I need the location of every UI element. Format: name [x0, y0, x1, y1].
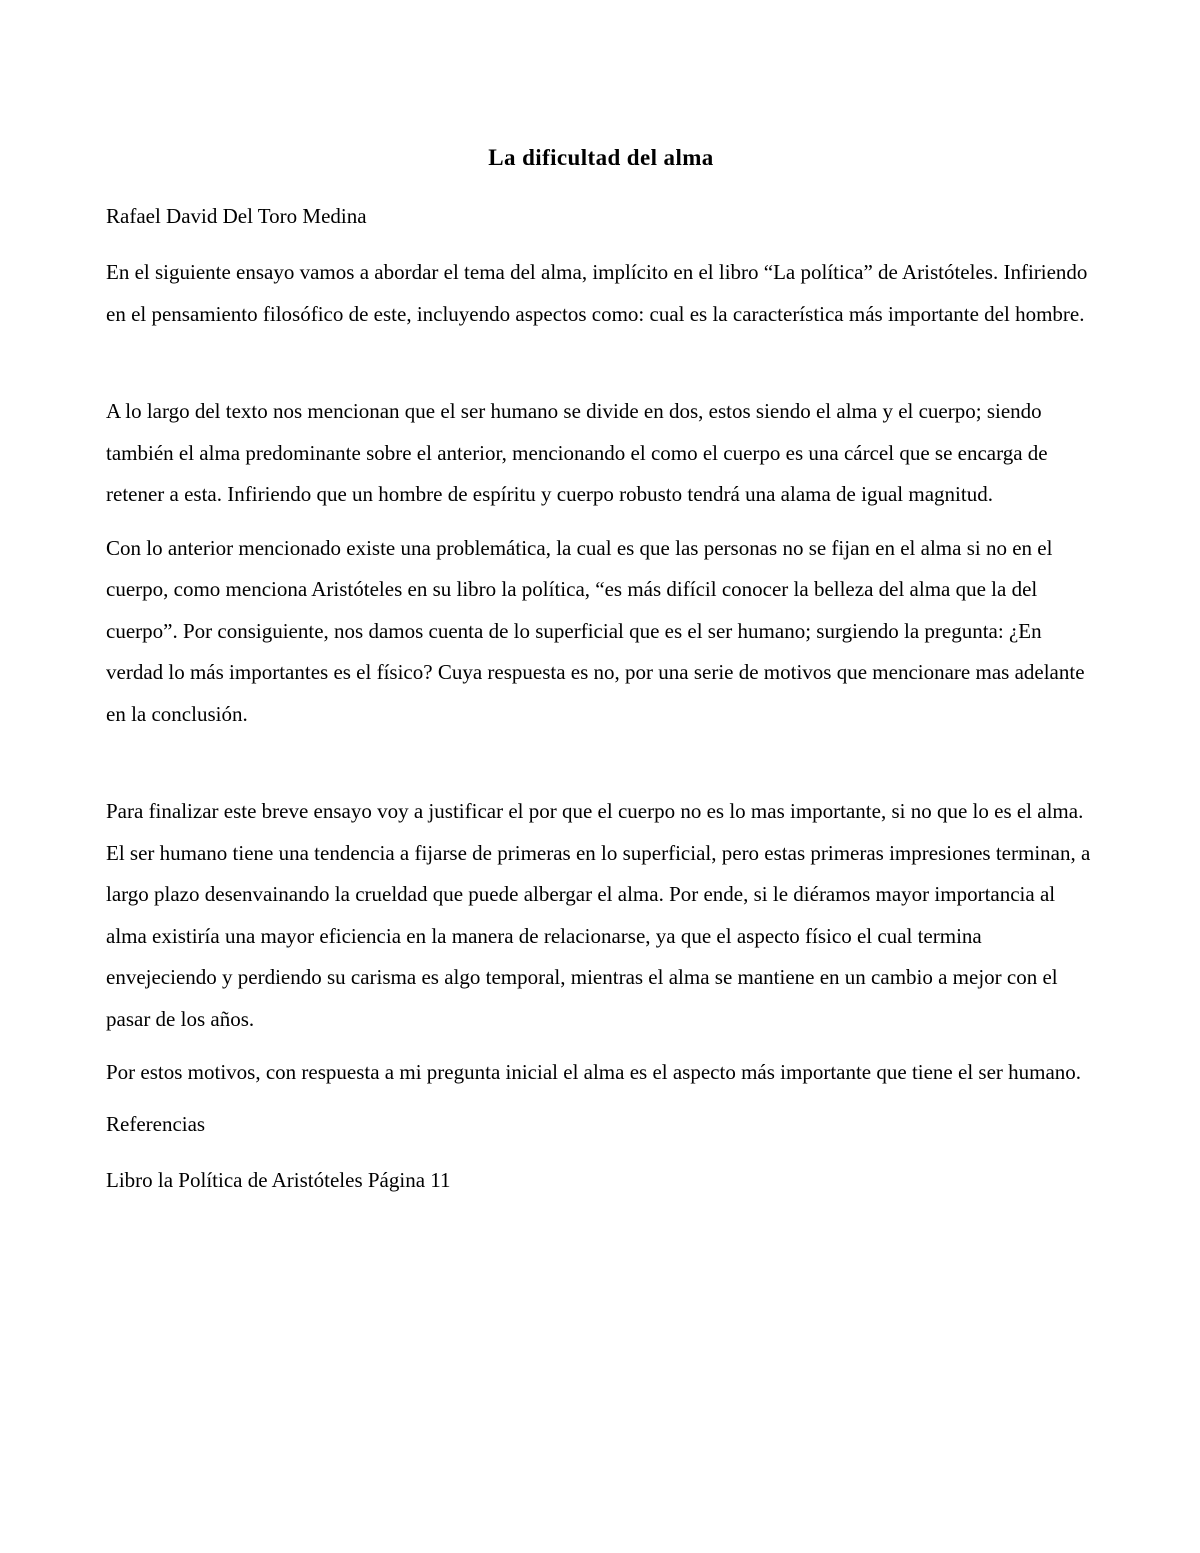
- paragraph-spacer: [106, 335, 1096, 391]
- references-heading: Referencias: [106, 1111, 206, 1136]
- paragraph-spacer: [106, 516, 1096, 528]
- paragraph-spacer: [106, 1094, 1096, 1106]
- paragraph-intro: En el siguiente ensayo vamos a abordar el tema del alma, implícito en el libro “La política” de Aristóteles. Infiriendo en el pensamiento filosófico de este, incluyendo aspectos como: cual es la característica más importante del hombre.: [106, 260, 1088, 326]
- paragraph-final: Por estos motivos, con respuesta a mi pregunta inicial el alma es el aspecto más importante que tiene el ser humano.: [106, 1060, 1082, 1084]
- author-name: Rafael David Del Toro Medina: [106, 204, 367, 228]
- paragraph-spacer: [106, 1040, 1096, 1052]
- paragraph-body-1: A lo largo del texto nos mencionan que el ser humano se divide en dos, estos siendo el alma y el cuerpo; siendo también el alma predominante sobre el anterior, mencionando el como el cuerpo es una cárcel que se encarga de retener a esta. Infiriendo que un hombre de espíritu y cuerpo robusto tendrá una alama de igual magnitud.: [106, 399, 1048, 506]
- paragraph-conclusion: Para finalizar este breve ensayo voy a justificar el por que el cuerpo no es lo mas importante, si no que lo es el alma. El ser humano tiene una tendencia a fijarse de primeras en lo superficial, pero estas primeras impresiones terminan, a largo plazo desenvainando la crueldad que puede albergar el alma. Por ende, si le diéramos mayor importancia al alma existiría una mayor eficiencia en la manera de relacionarse, ya que el aspecto físico el cual termina envejeciendo y perdiendo su carisma es algo temporal, mientras el alma se mantiene en un cambio a mejor con el pasar de los años.: [106, 799, 1091, 1031]
- document-title: La dificultad del alma: [488, 145, 714, 170]
- paragraph-body-2: Con lo anterior mencionado existe una problemática, la cual es que las personas no se fijan en el alma si no en el cuerpo, como menciona Aristóteles en su libro la política, “es más difícil conocer la belleza del alma que la del cuerpo”. Por consiguiente, nos damos cuenta de lo superficial que es el ser humano; surgiendo la pregunta: ¿En verdad lo más importantes es el físico? Cuya respuesta es no, por una serie de motivos que mencionare mas adelante en la conclusión.: [106, 535, 1085, 726]
- reference-item: Libro la Política de Aristóteles Página 11: [106, 1167, 451, 1192]
- paragraph-spacer: [106, 735, 1096, 791]
- document-page: [106, 140, 1096, 1198]
